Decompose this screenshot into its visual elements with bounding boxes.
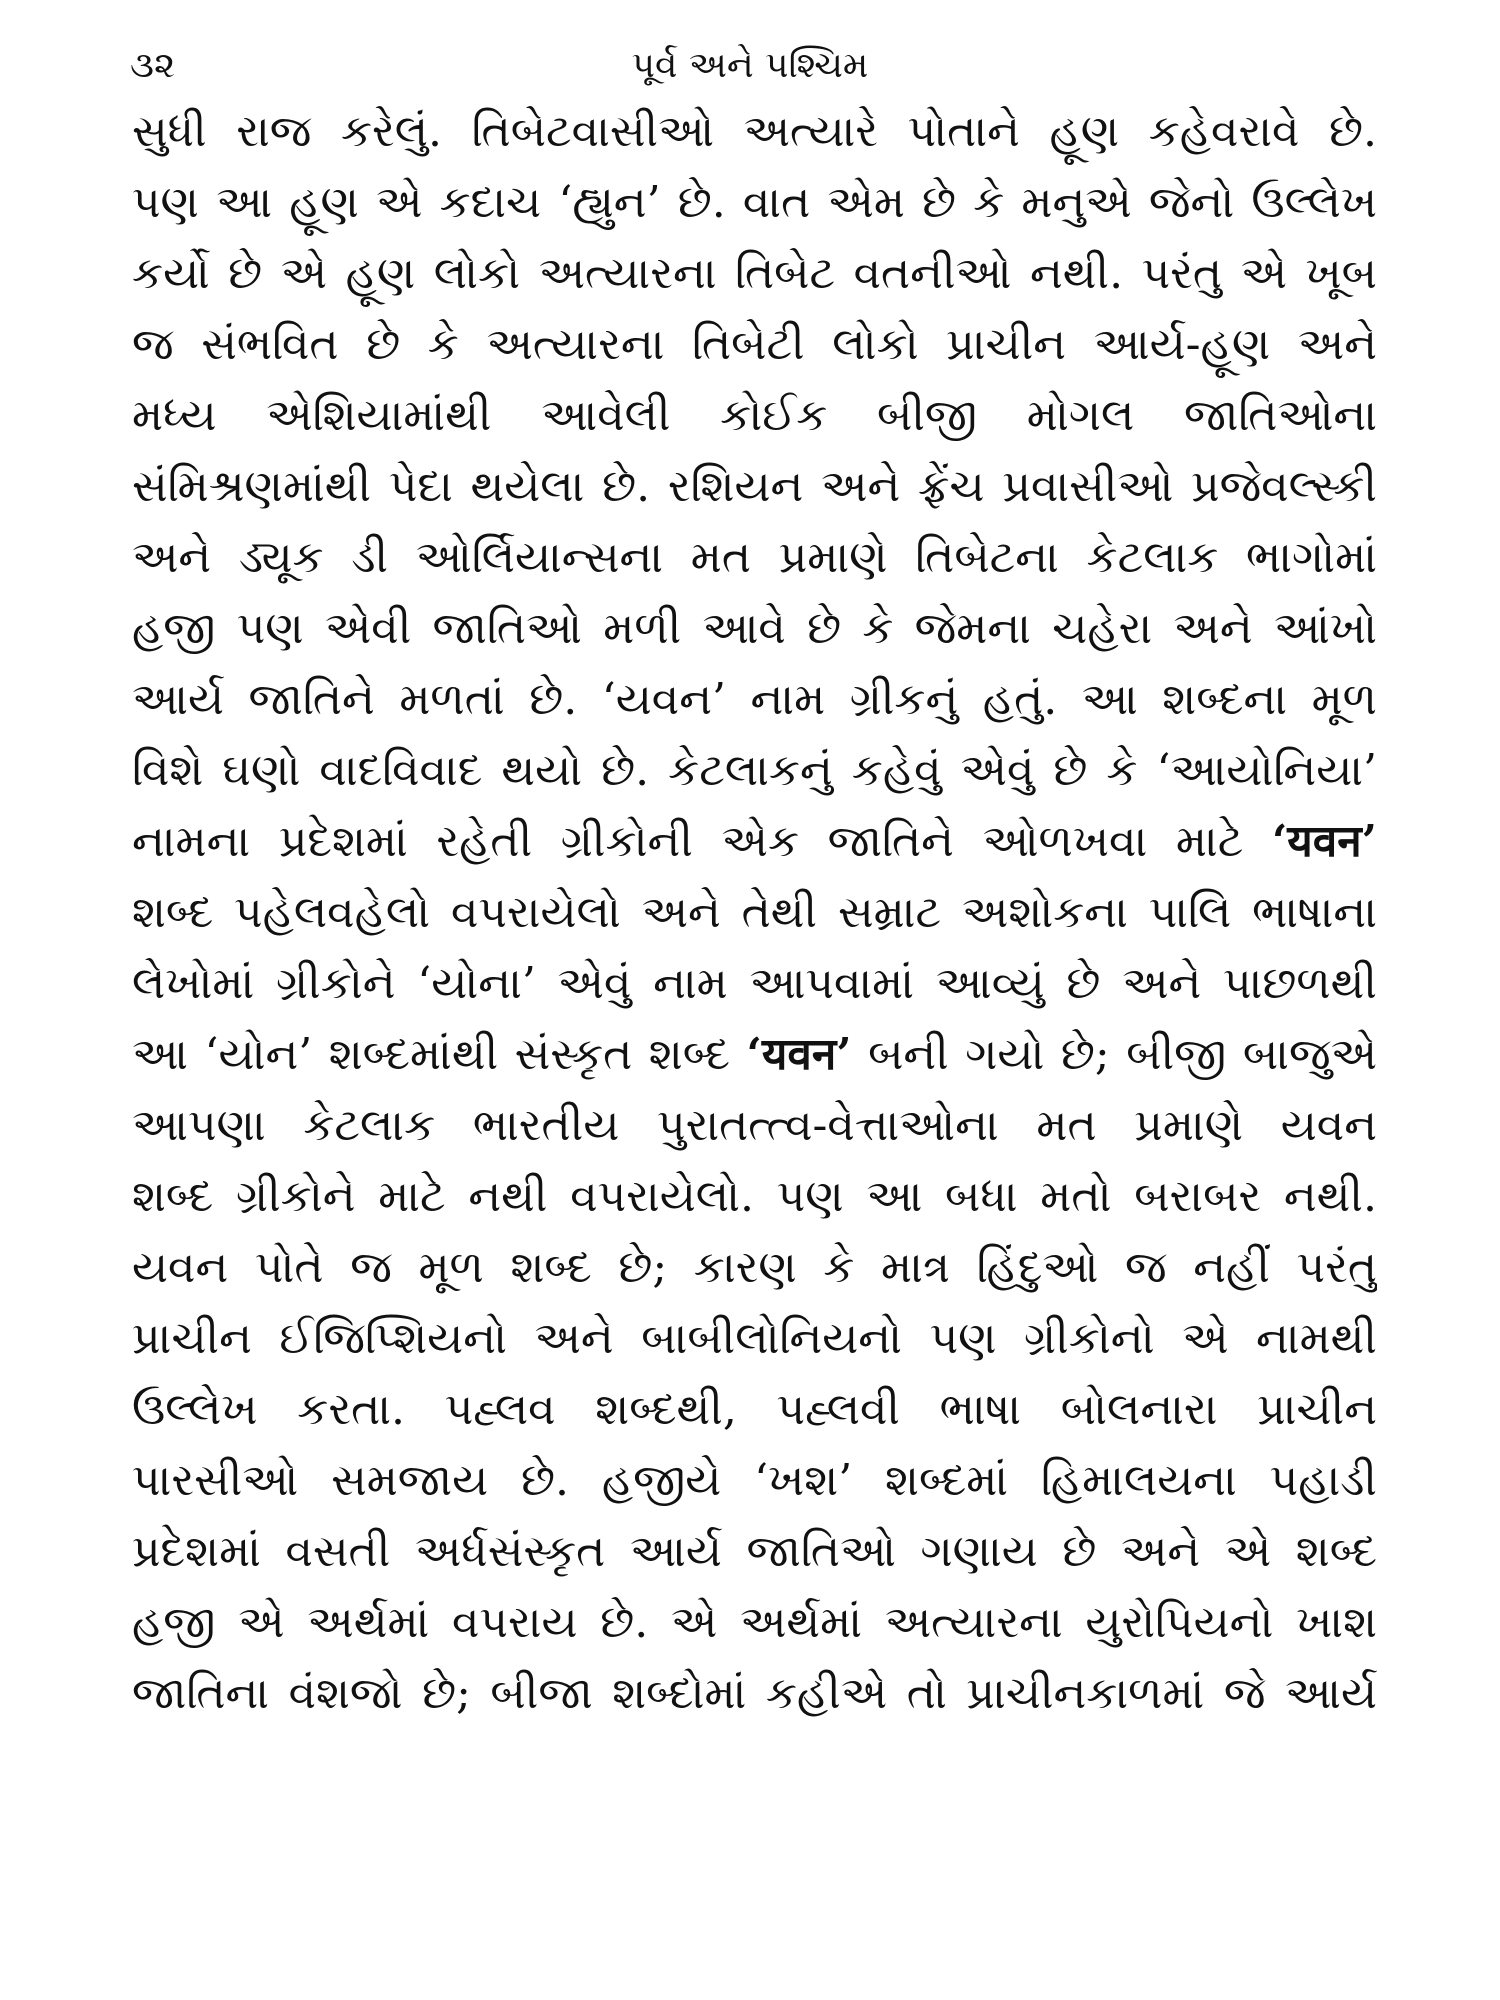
text-line xyxy=(132,593,1377,664)
text-line xyxy=(132,522,1377,593)
page-number: ૩૨ xyxy=(130,45,176,86)
text-segment: પ્રાચીન ઈજિપ્શિયનો અને બાબીલોનિયનો પણ ગ્રીકોનો એ નામથી xyxy=(132,1313,1377,1364)
text-segment: આ ‘યોન’ શબ્દમાંથી સંસ્કૃત શબ્દ xyxy=(132,1029,747,1080)
running-title: પૂર્વ અને પશ્ચિમ xyxy=(631,45,869,86)
text-line xyxy=(132,238,1377,309)
text-segment: પ્રદેશમાં વસતી અર્ધસંસ્કૃત આર્ય જાતિઓ ગણાય છે અને એ શબ્દ xyxy=(132,1526,1377,1577)
text-segment: પારસીઓ સમજાય છે. હજીયે ‘ખશ’ શબ્દમાં હિમાલયના પહાડી xyxy=(132,1455,1377,1506)
page-header xyxy=(130,36,1370,96)
text-segment: હજી પણ એવી જાતિઓ મળી આવે છે કે જેમના ચહેરા અને આંખો xyxy=(132,603,1377,654)
text-line xyxy=(132,1445,1377,1516)
text-segment: મધ્ય એશિયામાંથી આવેલી કોઈક બીજી મોગલ જાતિઓના xyxy=(132,390,1377,441)
text-line xyxy=(132,1516,1377,1587)
text-line xyxy=(132,1303,1377,1374)
text-segment: આપણા કેટલાક ભારતીય પુરાતત્ત્વ-વેત્તાઓના મત પ્રમાણે યવન xyxy=(132,1100,1377,1151)
text-segment: યવન પોતે જ મૂળ શબ્દ છે; કારણ કે માત્ર હિંદુઓ જ નહીં પરંતુ xyxy=(132,1242,1377,1293)
text-line xyxy=(132,1374,1377,1445)
text-segment: હજી એ અર્થમાં વપરાય છે. એ અર્થમાં અત્યારના યુરોપિયનો ખાશ xyxy=(132,1597,1377,1648)
text-line xyxy=(132,664,1377,735)
text-line xyxy=(132,1161,1377,1232)
text-line xyxy=(132,735,1377,806)
bold-word: ‘यवन’ xyxy=(1271,816,1377,867)
text-line xyxy=(132,96,1377,167)
text-line xyxy=(132,948,1377,1019)
text-segment: શબ્દ પહેલવહેલો વપરાયેલો અને તેથી સમ્રાટ અશોકના પાલિ ભાષાના xyxy=(132,887,1377,938)
text-segment: આર્ય જાતિને મળતાં છે. ‘યવન’ નામ ગ્રીકનું હતું. આ શબ્દના મૂળ xyxy=(132,674,1377,725)
text-line xyxy=(132,309,1377,380)
text-line xyxy=(132,877,1377,948)
body-text xyxy=(132,96,1377,1729)
text-segment: ઉલ્લેખ કરતા. પહ્લવ શબ્દથી, પહ્લવી ભાષા બોલનારા પ્રાચીન xyxy=(132,1384,1377,1435)
text-segment: અને ડ્યૂક ડી ઓર્લિયાન્સના મત પ્રમાણે તિબેટના કેટલાક ભાગોમાં xyxy=(132,532,1377,583)
text-line xyxy=(132,1232,1377,1303)
text-segment: લેખોમાં ગ્રીકોને ‘યોના’ એવું નામ આપવામાં આવ્યું છે અને પાછળથી xyxy=(132,958,1377,1009)
text-line xyxy=(132,167,1377,238)
text-line xyxy=(132,806,1377,877)
text-segment: પણ આ હૂણ એ કદાચ ‘હ્યુન’ છે. વાત એમ છે કે મનુએ જેનો ઉલ્લેખ xyxy=(132,177,1377,228)
bold-word: ‘यवन’ xyxy=(746,1029,852,1080)
text-segment: બની ગયો છે; બીજી બાજુએ xyxy=(851,1029,1377,1080)
text-segment: નામના પ્રદેશમાં રહેતી ગ્રીકોની એક જાતિને ઓળખવા માટે xyxy=(132,816,1272,867)
text-segment: જ સંભવિત છે કે અત્યારના તિબેટી લોકો પ્રાચીન આર્ય-હૂણ અને xyxy=(132,319,1377,370)
text-segment: જાતિના વંશજો છે; બીજા શબ્દોમાં કહીએ તો પ્રાચીનકાળમાં જે આર્ય xyxy=(132,1668,1377,1719)
text-line xyxy=(132,1019,1377,1090)
text-line xyxy=(132,451,1377,522)
text-segment: શબ્દ ગ્રીકોને માટે નથી વપરાયેલો. પણ આ બધા મતો બરાબર નથી. xyxy=(132,1171,1377,1222)
text-segment: વિશે ઘણો વાદવિવાદ થયો છે. કેટલાકનું કહેવું એવું છે કે ‘આયોનિયા’ xyxy=(132,745,1377,796)
text-segment: સંમિશ્રણમાંથી પેદા થયેલા છે. રશિયન અને ફ્રેંચ પ્રવાસીઓ પ્રજેવલ્સ્કી xyxy=(132,461,1377,512)
text-line xyxy=(132,1587,1377,1658)
text-line xyxy=(132,1090,1377,1161)
text-line xyxy=(132,1658,1377,1729)
text-segment: કર્યો છે એ હૂણ લોકો અત્યારના તિબેટ વતનીઓ નથી. પરંતુ એ ખૂબ xyxy=(132,248,1377,299)
text-segment: સુધી રાજ કરેલું. તિબેટવાસીઓ અત્યારે પોતાને હૂણ કહેવરાવે છે. xyxy=(132,106,1377,157)
text-line xyxy=(132,380,1377,451)
